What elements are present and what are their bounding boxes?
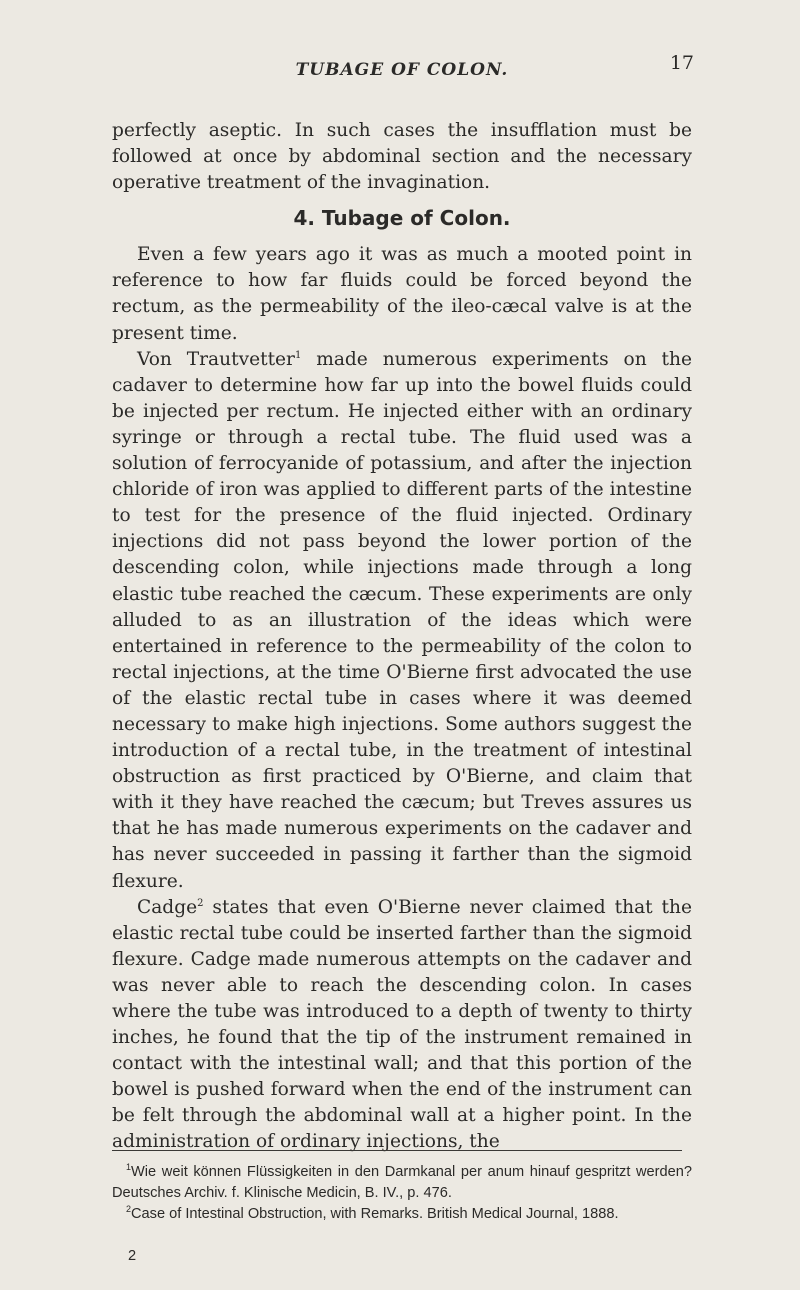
paragraph-cadge (112, 895, 692, 1156)
footnote-divider (112, 1150, 682, 1151)
running-title: TUBAGE OF COLON. (295, 60, 509, 80)
paragraph-continued: perfectly aseptic. In such cases the insufflation must be followed at once by abdominal section and the necessary operative treatment of the invagination. (112, 120, 692, 194)
paragraph-trautvetter (112, 347, 692, 895)
footnote-text: Wie weit können Flüssigkeiten in den Darmkanal per anum hinauf gespritzt werden? Deutsches Archiv. f. Klinische Medicin, B. IV., p. 476. (112, 1164, 692, 1201)
running-head (112, 52, 694, 86)
footnote-1 (112, 1162, 692, 1204)
paragraph-text-rest: states that even O'Bierne never claimed that the elastic rectal tube could be inserted farther than the sigmoid flexure. Cadge made numerous attempts on the cadaver and was never able to reach the descending colon. In cases where the tube was introduced to a depth of twenty to thirty inches, he found that the tip of the instrument remained in contact with the intestinal wall; and that this portion of the bowel is pushed forward when the end of the instrument can be felt through the abdominal wall at a higher point. In the administration of ordinary injections, the (112, 896, 692, 1153)
footnote-ref-2: 2 (197, 897, 204, 909)
body-text (112, 118, 692, 1156)
paragraph-mooted-point: Even a few years ago it was as much a mooted point in reference to how far fluids could be forced beyond the rectum, as the permeability of the ileo-cæcal valve is at the present time. (112, 244, 692, 344)
paragraph-text-rest: made numerous experiments on the cadaver to determine how far up into the bowel fluids could be injected per rectum. He injected either with an ordinary syringe or through a rectal tube. The fluid used was a solution of ferrocyanide of potassium, and after the injection chloride of iron was applied to different parts of the intestine to test for the presence of the fluid injected. Ordinary injections did not pass beyond the lower portion of the descending colon, while injections made through a long elastic tube reached the cæcum. These experiments are only alluded to as an illustration of the ideas which were entertained in reference to the permeability of the colon to rectal injections, at the time O'Bierne first advocated the use of the elastic rectal tube in cases where it was deemed necessary to make high injections. Some authors suggest the introduction of a rectal tube, in the treatment of intestinal obstruction as first practiced by O'Bierne, and claim that with it they have reached the cæcum; but Treves assures us that he has made numerous experiments on the cadaver and has never succeeded in passing it farther than the sigmoid flexure. (112, 348, 692, 892)
footnote-ref-1: 1 (294, 349, 302, 361)
paragraph-text-start: Von Trautvetter (137, 348, 295, 370)
footnote-marker: 1 (126, 1162, 132, 1172)
section-heading: 4. Tubage of Colon. (293, 206, 511, 231)
signature-mark: 2 (128, 1248, 137, 1264)
footnote-2 (112, 1204, 692, 1225)
page-number: 17 (669, 52, 694, 74)
paragraph-text-start: Cadge (137, 896, 198, 918)
footnote-marker: 2 (126, 1204, 132, 1214)
footnotes (112, 1162, 692, 1225)
footnote-text: Case of Intestinal Obstruction, with Remarks. British Medical Journal, 1888. (131, 1206, 619, 1222)
